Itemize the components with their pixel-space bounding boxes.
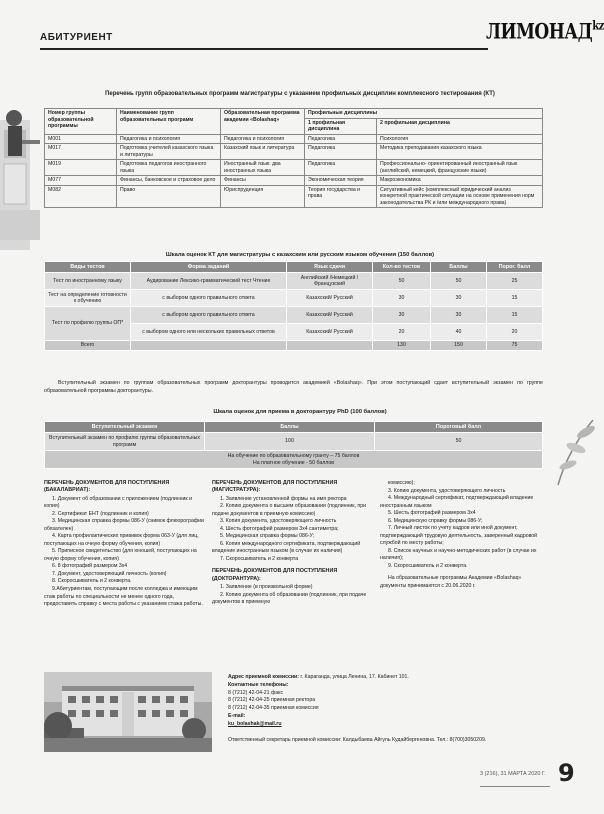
table-total-row: Всего 130 150 75 <box>45 341 543 351</box>
email-link[interactable]: ku_bolashak@mail.ru <box>228 720 282 727</box>
phd-scale-title: Шкала оценок для приема в докторантуру PhD (100 баллов) <box>213 409 387 415</box>
col-profile-2: 2 профильная дисциплина <box>377 118 543 134</box>
secretary-info: Ответственный секретарь приемной комиссии: Калдыбаева Айгуль Кудайбергеновна. Тел.: 8(700)3050209. <box>228 736 487 743</box>
col-group-number: Номер группы образовательной программы <box>45 109 117 135</box>
phone-admission: 8 (7212) 42-04-35 приемная комиссия <box>228 705 319 712</box>
table-row: M019 Подготовка педагогов иностранного языка Иностранный язык: два иностранных языка Педагогика Профессионально- ориентированный иностранный язык (английский, немецкий, французские языки) <box>45 160 543 176</box>
programs-table <box>44 108 543 208</box>
table-row: с выбором одного или нескольких правильных ответов Казахский/ Русский 20 40 20 <box>45 324 543 341</box>
col-academy-program: Образовательная программа академии «Bolashaq» <box>221 109 305 135</box>
phd-docs-title: ПЕРЕЧЕНЬ ДОКУМЕНТОВ ДЛЯ ПОСТУПЛЕНИЯ (ДОКТОРАНТУРА): <box>212 568 338 582</box>
table-row: Тест по иностранному языку Аудирование Лексико-грамматический тест Чтение Английский /Немецкий / Французский 50 50 25 <box>45 273 543 290</box>
contacts-block: Адрес приемной комиссии: г. Караганда, улица Ленина, 17. Кабинет 101. Контактные телефоны: 8 (7212) 42-04-21 факс 8 (7212) 42-04-25 приемная ректора 8 (7212) 42-04-35 приемная комиссия E-mail: ku_bolashak@mail.ru Ответственный секретарь приемной комиссии: Калдыбаева Айгуль Кудайбергеновна. Тел.: 8(700)3050209. <box>228 674 558 744</box>
address-text: г. Караганда, улица Ленина, 17. Кабинет 101. <box>300 674 409 680</box>
plant-decoration <box>548 410 600 490</box>
master-docs: ПЕРЕЧЕНЬ ДОКУМЕНТОВ ДЛЯ ПОСТУПЛЕНИЯ (МАГИСТРАТУРА): 1. Заявление установленной формы на имя ректора 2. Копию документа о высшем образовании (подлинник, при подаче документов в приемную комиссию) 3. Копия документа, удостоверяющего личность 4. Шесть фотографий размером 3х4 сантиметра; 5. Медицинская справка формы 086-У; 6. Копия международного сертификата, подтверждающий владение иностранным языком (в случае их наличия) 7. Скоросшиватель и 2 конверта ПЕРЕЧЕНЬ ДОКУМЕНТОВ ДЛЯ ПОСТУПЛЕНИЯ (ДОКТОРАНТУРА): 1. Заявление (в произвольной форме) 2. Копию документа об образовании (подлинник, при подаче документов в приемную <box>212 480 374 607</box>
kt-scale-table: Виды тестов Форма заданий Язык сдачи Кол-во тестов Баллы Порог. балл Тест по иностранному языку Аудирование Лексико-грамматический тест Чтение Английский /Немецкий / Французский 50 50 25 Тест на определение готовности к обучению с выбором одного правильного ответа Казахский/ Русский 30 30 15 Тест по профилю группы ОП* с выбором одного правильного ответа Казахский/ Русский 30 30 15 с выбором одного или нескольких правильных ответов Казахский/ Русский 20 40 20 Всего 130 150 75 <box>44 261 543 351</box>
issue-date: 3 (216), 31 МАРТА 2020 Г. <box>480 771 546 777</box>
documents-deadline: На образовательные программы Академии «Bolashaq» документы принимаются с 20.06.2020 г. <box>380 575 522 589</box>
table-row: M001 Педагогика и психология Педагогика и психология Педагогика Психология <box>45 134 543 144</box>
master-docs-title: ПЕРЕЧЕНЬ ДОКУМЕНТОВ ДЛЯ ПОСТУПЛЕНИЯ (МАГИСТРАТУРА): <box>212 480 338 494</box>
table-row: Вступительный экзамен по профилю группы образовательных программ 100 50 <box>45 433 543 451</box>
programs-table-title: Перечень групп образовательных программ магистратуры с указанием профильных дисциплин комплексного тестирования (КТ) <box>105 91 495 97</box>
illustration-decoration <box>0 100 50 260</box>
phd-docs: комиссию); 3. Копию документа, удостоверяющего личность 4. Международный сертификат, подтверждающий владение иностранным языком 5. Шесть фотографий размером 3х4 6. Медицинскую справку формы 086-У; 7. Личный листок по учету кадров или иной документ, подтверждающий трудовую деятельность, заверенный кадровой службой по месту работы; 8. Список научных и научно-методических работ (в случае их наличия); 9. Скоросшиватель и 2 конверта. На образовательные программы Академии «Bolashaq» документы принимаются с 20.06.2020 г. <box>380 480 542 590</box>
col-group-name: Наименование групп образовательных программ <box>117 109 221 135</box>
col-profile-disciplines: Профильные дисциплины <box>305 109 543 119</box>
magazine-logo: $ЛИМОНАД^{kz}$ <box>486 19 604 45</box>
page-header <box>0 0 604 60</box>
documents-section <box>44 480 543 660</box>
table-row: M082 Право Юриспруденция Теория государства и права Ситуативный кейс (комплексный юридический анализ конкретной практической ситуации на основе применения норм законодательства РК и /или международного права) <box>45 185 543 208</box>
bachelor-docs-title: ПЕРЕЧЕНЬ ДОКУМЕНТОВ ДЛЯ ПОСТУПЛЕНИЯ (БАКАЛАВРИАТ): <box>44 480 170 494</box>
bachelor-docs: ПЕРЕЧЕНЬ ДОКУМЕНТОВ ДЛЯ ПОСТУПЛЕНИЯ (БАКАЛАВРИАТ): 1. Документ об образовании с приложением (подлинник и копия) 2. Сертификат ЕНТ (подлинник и копия) 3. Медицинская справка формы 086-У (снимок флюорографии обязателен) 4. Карта профилактических прививок форма 063-У (для лиц, поступающих на очную форму обучения, копия) 5. Приписное свидетельство (для юношей, поступающих на очную форму обучения, копия) 6. 8 фотографий размером 3х4 7. Документ, удостоверяющий личность (копия) 8. Скоросшиватель и 2 конверта. 9.Абитуриентам, поступающим после колледжа и имеющим стаж работы по специальности не менее одного года, предоставить справку с места работы с указанием стажа работы. <box>44 480 206 609</box>
table-note-row: На обучение по образовательному гранту – 75 баллов На платное обучение - 50 баллов <box>45 451 543 469</box>
kt-scale-title: Шкала оценок КТ для магистратуры с казахским или русским языком обучения (150 баллов) <box>165 252 435 258</box>
section-label: АБИТУРИЕНТ <box>40 32 113 43</box>
table-row: M077 Финансы, банковское и страховое дело Финансы Экономическая теория Макроэкономика <box>45 176 543 186</box>
academy-building-photo <box>44 672 212 752</box>
doctoral-exam-paragraph: Вступительный экзамен по группам образовательных программ докторантуры проводится академией «Bolashaq». При этом поступающий сдает вступительный экзамен по группе образовательной программы докторантуры. <box>44 380 543 394</box>
col-profile-1: 1 профильная дисциплина <box>305 118 377 134</box>
page-number: 9 <box>558 759 575 787</box>
phone-rector: 8 (7212) 42-04-25 приемная ректора <box>228 697 316 704</box>
footer-rule <box>480 786 550 787</box>
table-row: Тест по профилю группы ОП* с выбором одного правильного ответа Казахский/ Русский 30 30 15 <box>45 307 543 324</box>
table-row: M017 Подготовка учителей казахского языка и литературы Казахский язык и литература Педагогика Методика преподавания казахского языка <box>45 144 543 160</box>
phd-scale-table: Вступительный экзамен Баллы Пороговый балл Вступительный экзамен по профилю группы образовательных программ 100 50 На обучение по образовательному гранту – 75 баллов На платное обучение - 50 баллов <box>44 421 543 469</box>
header-rule <box>40 48 488 50</box>
phone-fax: 8 (7212) 42-04-21 факс <box>228 689 284 696</box>
table-row: Тест на определение готовности к обучению с выбором одного правильного ответа Казахский/ Русский 30 30 15 <box>45 290 543 307</box>
